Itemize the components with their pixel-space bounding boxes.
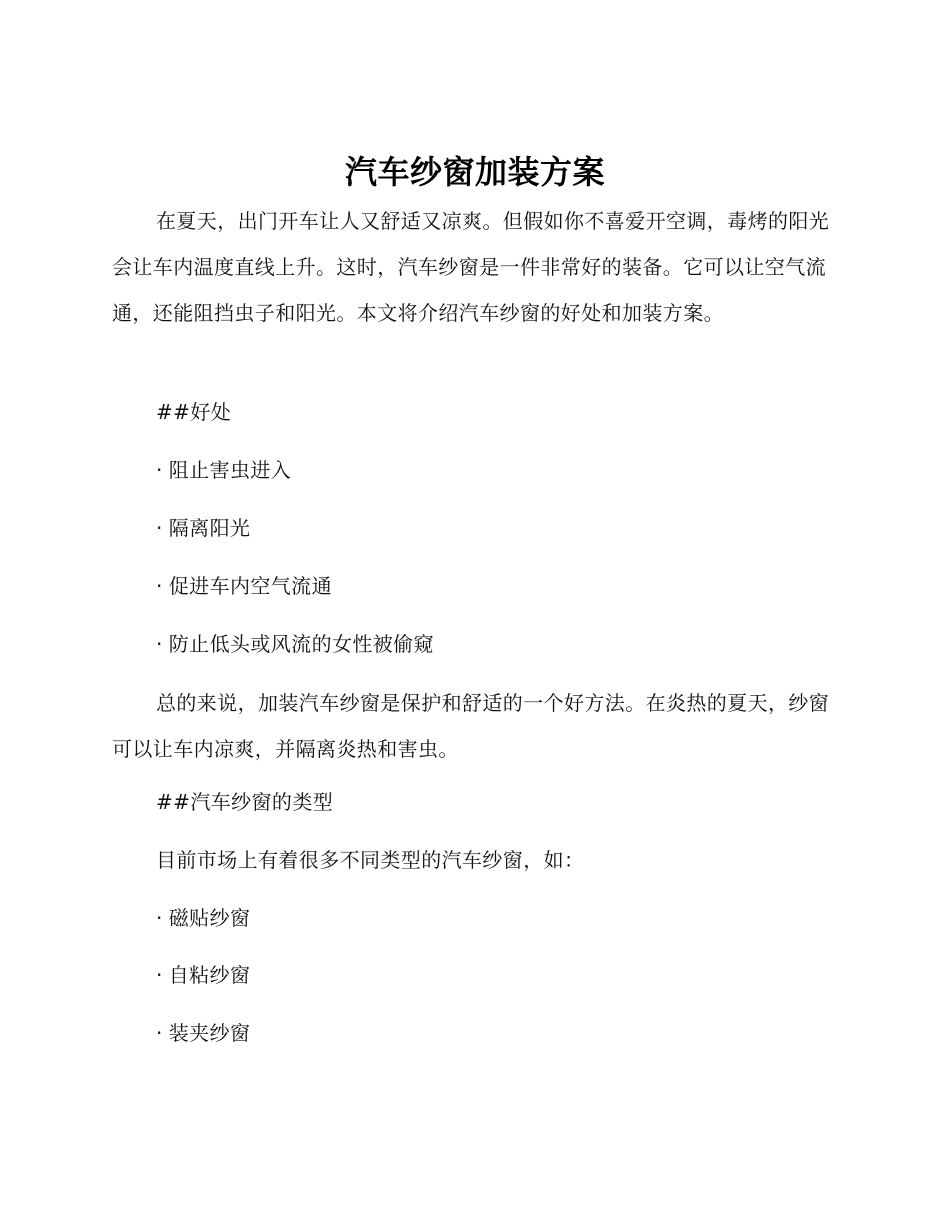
type-item-text: 自粘纱窗: [168, 963, 251, 987]
benefits-heading: ##好处: [156, 400, 232, 424]
bullet-icon: ·: [156, 963, 163, 987]
intro-paragraph: 在夏天，出门开车让人又舒适又凉爽。但假如你不喜爱开空调，毒烤的阳光会让车内温度直线上升。这时，汽车纱窗是一件非常好的装备。它可以让空气流通，还能阻挡虫子和阳光。本文将介绍汽车纱窗的好处和加装方案。: [112, 209, 830, 325]
bullet-icon: ·: [156, 1021, 163, 1045]
type-item: [156, 1019, 836, 1047]
benefit-item-text: 阻止害虫进入: [168, 458, 292, 482]
type-item: [156, 961, 836, 989]
type-item-text: 装夹纱窗: [168, 1021, 251, 1045]
bullet-icon: ·: [156, 906, 163, 930]
benefit-item: [156, 572, 836, 600]
benefit-item-text: 隔离阳光: [168, 516, 251, 540]
type-item: [156, 904, 836, 932]
benefit-item-text: 促进车内空气流通: [168, 574, 332, 598]
benefit-item: [156, 456, 836, 484]
types-heading: ##汽车纱窗的类型: [156, 790, 334, 814]
bullet-icon: ·: [156, 574, 163, 598]
benefit-item: [156, 514, 836, 542]
bullet-icon: ·: [156, 516, 163, 540]
benefit-item: [156, 630, 836, 658]
bullet-icon: ·: [156, 458, 163, 482]
document-title: 汽车纱窗加装方案: [344, 153, 605, 191]
bullet-icon: ·: [156, 632, 163, 656]
summary-paragraph: 总的来说，加装汽车纱窗是保护和舒适的一个好方法。在炎热的夏天，纱窗可以让车内凉爽，并隔离炎热和害虫。: [112, 691, 830, 761]
types-lead: 目前市场上有着很多不同类型的汽车纱窗，如：: [156, 848, 585, 872]
type-item-text: 磁贴纱窗: [168, 906, 251, 930]
benefit-item-text: 防止低头或风流的女性被偷窥: [168, 632, 434, 656]
